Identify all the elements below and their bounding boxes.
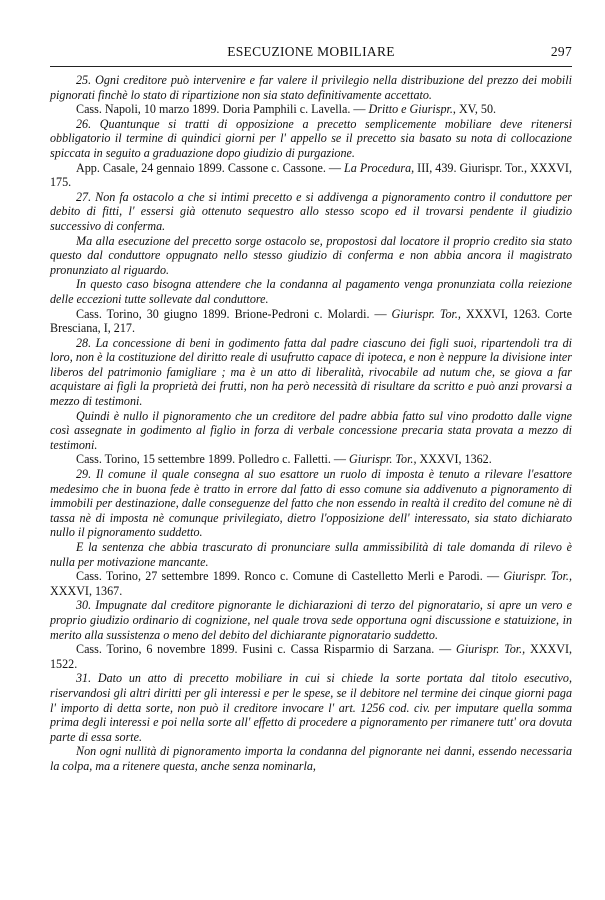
running-header [50, 42, 572, 64]
maxim-28-b: Quindi è nullo il pignoramento che un creditore del padre abbia fatto sul vino prodotto dalle vigne così assegnate in godimento al figlio in forza di verbale concessione precaria stata provata a mezzo di testimoni. [50, 408, 572, 452]
citation-26: App. Casale, 24 gennaio 1899. Cassone c. Cassone. — La Procedura, III, 439. Giurispr. Tor., XXXVI, 175. [50, 160, 572, 190]
maxim-30: 30. Impugnate dal creditore pignorante le dichiarazioni di terzo del pignoratario, si apre un vero e proprio giudizio ordinario di cognizione, nel quale trova sede opportuna ogni discussione e statuizione, in merito alla sussistenza o meno del debito del dichiarante pignoratario suddetto. [50, 598, 572, 642]
citation-27: Cass. Torino, 30 giugno 1899. Brione-Pedroni c. Molardi. — Giurispr. Tor., XXXVI, 1263. Corte Bresciana, I, 217. [50, 306, 572, 336]
maxim-28: 28. La concessione di beni in godimento fatta dal padre ciascuno dei figli suoi, ripartendoli tra di loro, non è la costituzione del diritto reale di usufrutto capace di ipoteca, e non è neppure la divisione inter liberos del patrimonio famigliare ; ma è un atto di liberalità, rivocabile ad nutum che, se giova a far acquistare ai figli la proprietà dei frutti, non ha però necessità di risultare da scritto e può anzi provarsi a mezzo di testimoni. [50, 335, 572, 409]
maxim-26: 26. Quantunque si tratti di opposizione a precetto semplicemente mobiliare deve ritenersi obbligatorio il termine di quindici giorni per l' appello se il precetto sia basato su nota di collocazione spiccata in seguito a graduazione dopo giudizio di purgazione. [50, 116, 572, 160]
maxim-31: 31. Dato un atto di precetto mobiliare in cui si chiede la sorte portata dal titolo esecutivo, riservandosi gli altri diritti per gli interessi e per le spese, se il debitore nel termine dei cinque giorni paga l' importo di detta sorte, non può il creditore invocare l' art. 1256 cod. civ. per imputare quella somma prima degli interessi e poi nella sorte all' effetto di procedere a pignoramento per rimanere tutt' ora dovuta parte di essa sorte. [50, 671, 572, 744]
citation-30: Cass. Torino, 6 novembre 1899. Fusini c. Cassa Risparmio di Sarzana. — Giurispr. Tor., XXXVI, 1522. [50, 642, 573, 671]
maxim-29: 29. Il comune il quale consegna al suo esattore un ruolo di imposta è tenuto a rilevare l'esattore medesimo che in buona fede è tratto in errore dal fatto di esso comune sia addivenuto a pignoramento di immobili per destinazione, dalle conseguenze del fatto che non essendo in realtà il credito del comune nè di tassa nè di imposta nè comunque privilegiato, dietro l'opposizione dell' interessato, sia stato dichiarato nullo il pignoramento suddetto. [50, 467, 572, 540]
page [50, 42, 572, 774]
maxim-25: 25. Ogni creditore può intervenire e far valere il privilegio nella distribuzione del prezzo dei mobili pignorati finchè lo stato di ripartizione non sia stato definitivamente accettato. [50, 73, 572, 102]
citation-28: Cass. Torino, 15 settembre 1899. Polledro c. Falletti. — Giurispr. Tor., XXXVI, 1362. [76, 452, 492, 467]
maxim-27-b: Ma alla esecuzione del precetto sorge ostacolo se, propostosi dal locatore il proprio credito sia stato questo dal conduttore oppugnato nello stesso giudizio di conferma e non abbia ancora il magistrato pronunziato al riguardo. [50, 233, 572, 277]
running-title: ESECUZIONE MOBILIARE [227, 44, 395, 59]
header-rule [50, 66, 572, 67]
citation-25: Cass. Napoli, 10 marzo 1899. Doria Pamphili c. Lavella. — Dritto e Giurispr., XV, 50. [76, 102, 497, 117]
page-number: 297 [550, 44, 572, 59]
maxim-27-c: In questo caso bisogna attendere che la condanna al pagamento venga pronunziata colla reiezione delle eccezioni tutte sollevate dal conduttore. [50, 277, 572, 306]
page-body [50, 73, 572, 774]
maxim-27: 27. Non fa ostacolo a che si intimi precetto e si addivenga a pignoramento contro il conduttore per debito di fitti, l' essersi già ottenuto sequestro allo stesso scopo ed il trovarsi pendente il giudizio successivo di conferma. [50, 189, 572, 233]
citation-29: Cass. Torino, 27 settembre 1899. Ronco c. Comune di Castelletto Merli e Parodi. — Giurispr. Tor., XXXVI, 1367. [50, 569, 572, 598]
maxim-29-b: E la sentenza che abbia trascurato di pronunciare sulla ammissibilità di tale domanda di rilevo è nulla per motivazione mancante. [50, 540, 572, 569]
maxim-31-b: Non ogni nullità di pignoramento importa la condanna del pignorante nei danni, essendo necessaria la colpa, ma a ritenere questa, anche senza nominarla, [50, 744, 572, 773]
